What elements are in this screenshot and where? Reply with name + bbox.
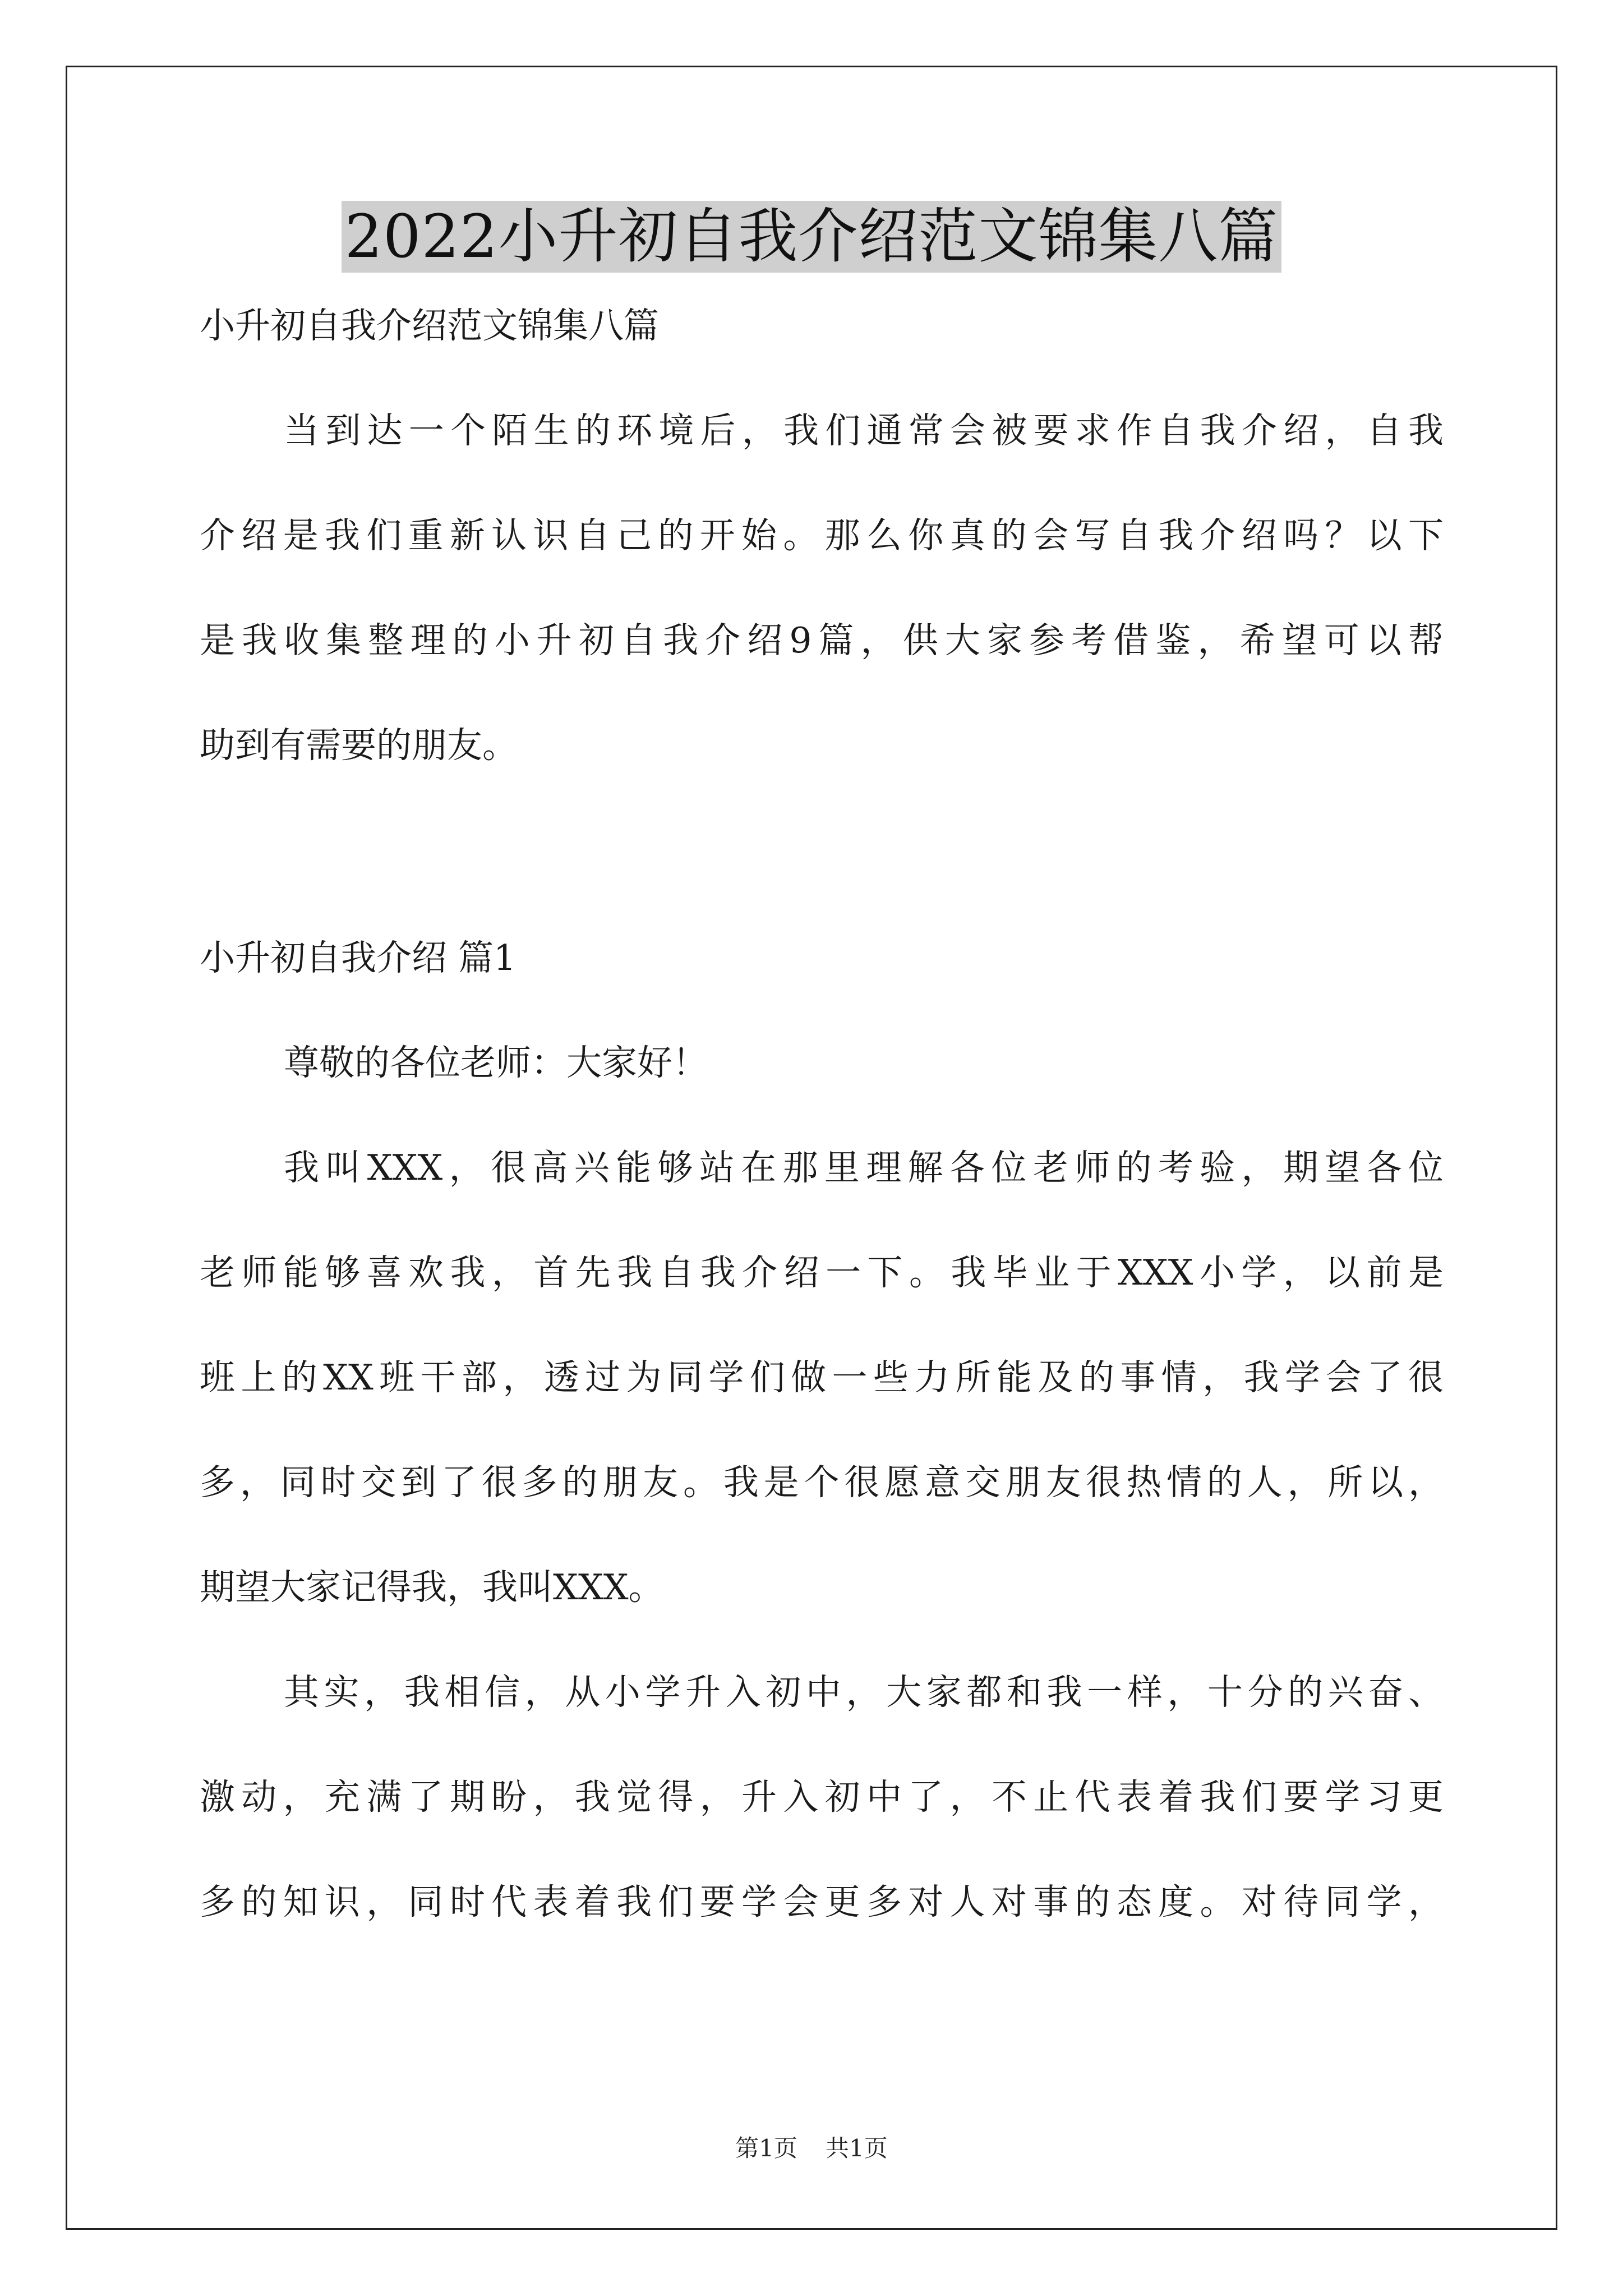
- paragraph-line: 其实，我相信，从小学升入初中，大家都和我一样，十分的兴奋、: [284, 1672, 1444, 1713]
- document-body: [200, 300, 1444, 1928]
- paragraph-line: 班上的XX班干部，透过为同学们做一些力所能及的事情，我学会了很: [200, 1357, 1444, 1398]
- paragraph-line: 助到有需要的朋友。: [200, 725, 518, 766]
- paragraph-line: 是我收集整理的小升初自我介绍9篇，供大家参考借鉴，希望可以帮: [200, 620, 1444, 661]
- paragraph-line: 多的知识，同时代表着我们要学会更多对人对事的态度。对待同学，: [200, 1881, 1444, 1922]
- paragraph-line: 老师能够喜欢我，首先我自我介绍一下。我毕业于XXX小学，以前是: [200, 1252, 1444, 1293]
- page-number: 第1页: [735, 2134, 797, 2162]
- subtitle-line: 小升初自我介绍范文锦集八篇: [200, 305, 659, 346]
- paragraph-line: 期望大家记得我，我叫XXX。: [200, 1567, 664, 1608]
- paragraph-line: 多，同时交到了很多的朋友。我是个很愿意交朋友很热情的人，所以，: [200, 1462, 1444, 1503]
- paragraph-line: 我叫XXX，很高兴能够站在那里理解各位老师的考验，期望各位: [284, 1147, 1444, 1188]
- greeting-line: 尊敬的各位老师：大家好！: [284, 1042, 708, 1083]
- paragraph-line: 当到达一个陌生的环境后，我们通常会被要求作自我介绍，自我: [284, 410, 1444, 451]
- section-heading: 小升初自我介绍 篇1: [200, 937, 517, 978]
- page-footer: [0, 2132, 1623, 2165]
- page-total: 共1页: [826, 2134, 888, 2162]
- title-wrap: [0, 201, 1623, 273]
- paragraph-line: 激动，充满了期盼，我觉得，升入初中了，不止代表着我们要学习更: [200, 1777, 1444, 1818]
- paragraph-line: 介绍是我们重新认识自己的开始。那么你真的会写自我介绍吗？以下: [200, 515, 1444, 556]
- document-title: 2022小升初自我介绍范文锦集八篇: [342, 201, 1282, 273]
